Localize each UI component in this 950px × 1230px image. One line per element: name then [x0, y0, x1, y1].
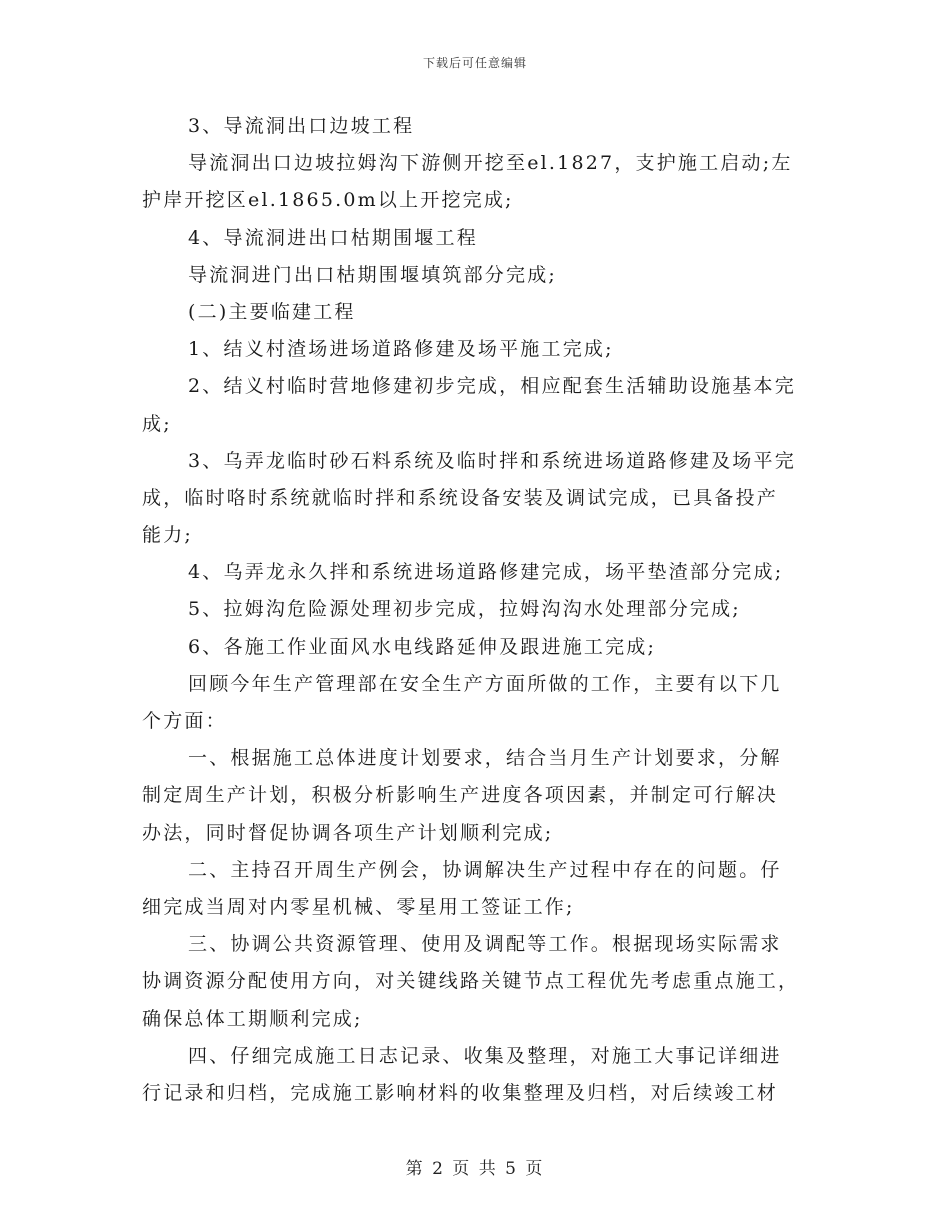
text-line: 三、协调公共资源管理、使用及调配等工作。根据现场实际需求 [188, 933, 782, 956]
text-line: 导流洞进门出口枯期围堰填筑部分完成; [188, 263, 558, 286]
text-line: 四、仔细完成施工日志记录、收集及整理，对施工大事记详细进 [188, 1044, 782, 1067]
text-line: 行记录和归档，完成施工影响材料的收集整理及归档，对后续竣工材 [142, 1081, 779, 1104]
text-line: 护岸开挖区el.1865.0m以上开挖完成; [142, 189, 514, 212]
page-header-note: 下载后可任意编辑 [422, 56, 527, 70]
text-line: 制定周生产计划，积极分析影响生产进度各项因素，并制定可行解决 [142, 784, 779, 807]
text-line: 成，临时咯时系统就临时拌和系统设备安装及调试完成，已具备投产 [142, 486, 779, 509]
text-line: 6、各施工作业面风水电线路延伸及跟进施工完成; [188, 635, 657, 658]
text-line: 4、导流洞进出口枯期围堰工程 [188, 226, 478, 249]
text-line: 5、拉姆沟危险源处理初步完成，拉姆沟沟水处理部分完成; [188, 598, 741, 621]
text-line: 3、乌弄龙临时砂石料系统及临时拌和系统进场道路修建及场平完 [188, 449, 796, 472]
text-line: 成; [142, 412, 172, 435]
text-line: 一、根据施工总体进度计划要求，结合当月生产计划要求，分解 [188, 747, 782, 770]
text-line: 二、主持召开周生产例会，协调解决生产过程中存在的问题。仔 [188, 858, 782, 881]
text-line: 2、结义村临时营地修建初步完成，相应配套生活辅助设施基本完 [188, 375, 796, 398]
text-line: 确保总体工期顺利完成; [142, 1007, 363, 1030]
text-line: 导流洞出口边坡拉姆沟下游侧开挖至el.1827，支护施工启动;左 [188, 152, 793, 175]
text-line: 协调资源分配使用方向，对关键线路关键节点工程优先考虑重点施工， [142, 970, 800, 993]
text-line: 细完成当周对内零星机械、零星用工签证工作; [142, 895, 575, 918]
text-line: 3、导流洞出口边坡工程 [188, 115, 415, 137]
text-line: 4、乌弄龙永久拌和系统进场道路修建完成，场平垫渣部分完成; [188, 561, 784, 584]
text-line: 个方面： [142, 710, 227, 732]
text-line: 回顾今年生产管理部在安全生产方面所做的工作，主要有以下几 [188, 672, 782, 695]
page-number-footer: 第 2 页 共 5 页 [405, 1159, 545, 1179]
text-line: 1、结义村渣场进场道路修建及场平施工完成; [188, 338, 614, 361]
document-body [142, 108, 810, 1112]
text-line: (二)主要临建工程 [188, 300, 356, 323]
text-line: 能力; [142, 524, 194, 547]
text-line: 办法，同时督促协调各项生产计划顺利完成; [142, 821, 554, 844]
